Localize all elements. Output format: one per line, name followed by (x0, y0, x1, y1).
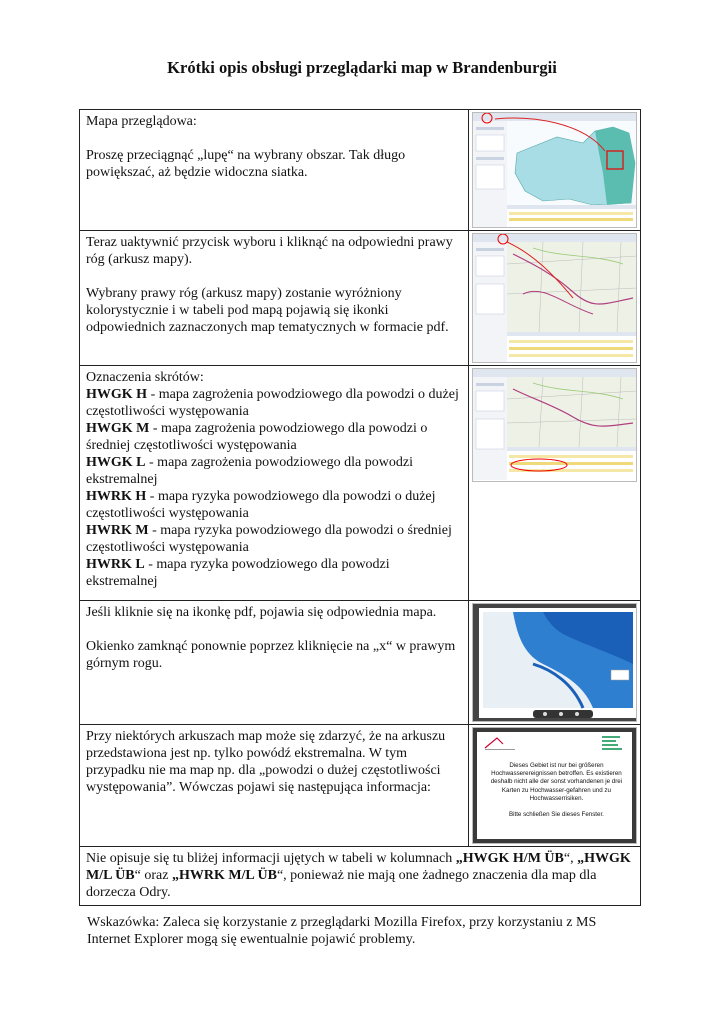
abbreviation-item (86, 420, 462, 454)
note-row-text (80, 847, 641, 906)
row-text (80, 601, 469, 725)
row-text (80, 366, 469, 601)
row-text (80, 110, 469, 231)
row-image-cell (468, 231, 640, 366)
abbreviation-text: - mapa zagrożenia powodziowego dla powodzi ekstremalnej (86, 455, 413, 487)
table-row (80, 366, 641, 601)
table-row (80, 847, 641, 906)
abbreviation-key: HWRK L (86, 557, 145, 572)
paragraph: Przy niektórych arkuszach map może się zdarzyć, że na arkuszu przedstawiona jest np. tylko powódź ekstremalna. W tym przypadku nie ma map np. dla „powodzi o dużej częstotliwości występowania”. Wówczas pojawi się następująca informacja: (86, 729, 446, 795)
map-select-screenshot-icon (472, 233, 637, 363)
abbreviation-text: - mapa ryzyka powodziowego dla powodzi ekstremalnej (86, 557, 390, 589)
abbreviations-heading: Oznaczenia skrótów: (86, 370, 204, 385)
note-text: “ oraz (134, 868, 172, 883)
abbreviation-key: HWGK M (86, 421, 150, 436)
abbreviation-text: - mapa zagrożenia powodziowego dla powodzi o dużej częstotliwości występowania (86, 387, 459, 419)
paragraph: Mapa przeglądowa: (86, 114, 197, 129)
abbreviation-key: HWRK M (86, 523, 149, 538)
paragraph: Teraz uaktywnić przycisk wyboru i kliknąć na odpowiedni prawy róg (arkusz mapy). (86, 235, 453, 267)
abbreviation-item (86, 386, 462, 420)
paragraph: Jeśli kliknie się na ikonkę pdf, pojawia się odpowiednia mapa. (86, 605, 437, 620)
abbreviation-text: - mapa ryzyka powodziowego dla powodzi o dużej częstotliwości występowania (86, 489, 436, 521)
row-image-cell (468, 601, 640, 725)
row-image-cell (468, 110, 640, 231)
row-image-cell (468, 725, 640, 847)
row-text (80, 725, 469, 847)
paragraph: Okienko zamknąć ponownie poprzez kliknięcie na „x“ w prawym górnym rogu. (86, 639, 456, 671)
note-text: Nie opisuje się tu bliżej informacji ujętych w tabeli w kolumnach (86, 851, 456, 866)
info-message-close-text: Bitte schließen Sie dieses Fenster. (508, 811, 604, 819)
note-text: “, (563, 851, 578, 866)
abbreviation-text: - mapa zagrożenia powodziowego dla powodzi o średniej częstotliwości występowania (86, 421, 428, 453)
note-text: “, ponieważ nie mają one żadnego znaczenia dla map dla dorzecza Odry. (86, 868, 597, 900)
map-table-screenshot-icon (472, 368, 637, 482)
abbreviation-text: - mapa ryzyka powodziowego dla powodzi o średniej częstotliwości występowania (86, 523, 452, 555)
info-message-text: Dieses Gebiet ist nur bei größeren Hochwasserereignissen betroffen. Es existieren deshalb nicht alle der sonst vorhandenen je drei Karten zu Hochwasser-gefahren und zu Hochwasserrisiken. (490, 762, 623, 802)
table-row (80, 725, 641, 847)
note-bold: „HWRK M/L ÜB (171, 868, 277, 883)
info-message-screenshot-icon (472, 727, 637, 844)
abbreviation-key: HWGK L (86, 455, 146, 470)
abbreviation-item (86, 522, 462, 556)
abbreviation-key: HWRK H (86, 489, 147, 504)
abbreviation-key: HWGK H (86, 387, 148, 402)
note-bold: „HWGK M/L ÜB (86, 851, 631, 883)
row-text (80, 231, 469, 366)
table-row (80, 601, 641, 725)
table-row (80, 231, 641, 366)
pdf-map-screenshot-icon (472, 603, 637, 722)
footer-note: Wskazówka: Zaleca się korzystanie z przeglądarki Mozilla Firefox, przy korzystaniu z MS Internet Explorer mogą się ewentualnie pojawić problemy. (87, 915, 597, 947)
abbreviation-item (86, 454, 462, 488)
abbreviation-item (86, 556, 462, 590)
note-bold: „HWGK H/M ÜB (455, 851, 564, 866)
row-image-cell (468, 366, 640, 601)
paragraph: Proszę przeciągnąć „lupę“ na wybrany obszar. Tak długo powiększać, aż będzie widoczna siatka. (86, 148, 406, 180)
paragraph: Wybrany prawy róg (arkusz mapy) zostanie wyróżniony kolorystycznie i w tabeli pod mapą pojawią się ikonki odpowiednich zaznaczonych map tematycznych w formacie pdf. (86, 286, 449, 335)
instructions-table (79, 109, 641, 906)
info-message-page (477, 732, 632, 839)
map-overview-screenshot-icon (472, 112, 637, 228)
abbreviation-item (86, 488, 462, 522)
document-title: Krótki opis obsługi przeglądarki map w Brandenburgii (167, 58, 557, 77)
table-row (80, 110, 641, 231)
